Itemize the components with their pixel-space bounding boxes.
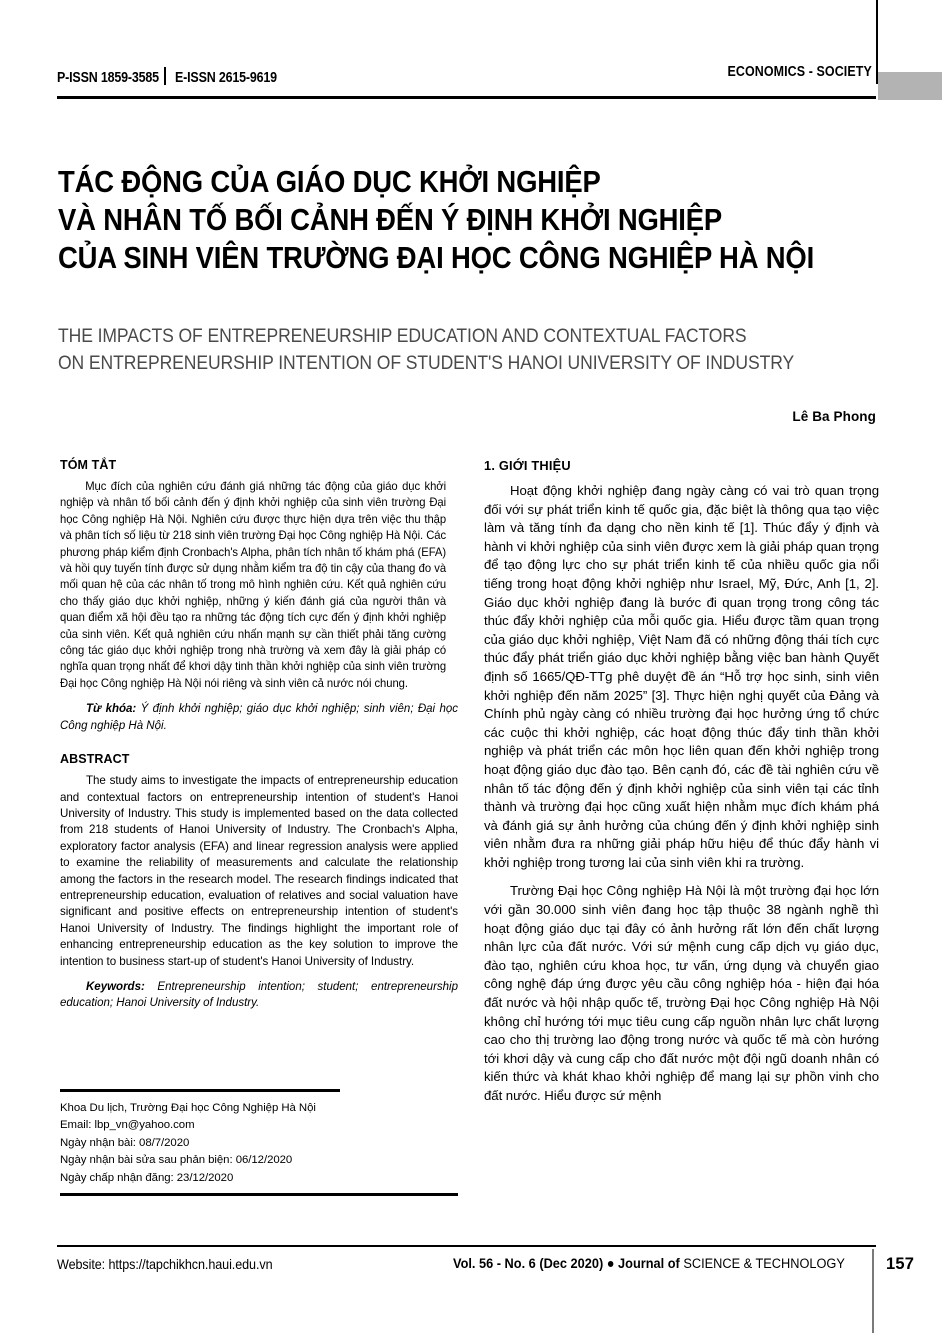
title-vn-line-1: TÁC ĐỘNG CỦA GIÁO DỤC KHỞI NGHIỆP [58,165,601,199]
keywords-en [60,979,458,1012]
section-tag: ECONOMICS - SOCIETY [727,64,872,80]
footnote-accepted-date: Ngày chấp nhận đăng: 23/12/2020 [60,1171,234,1184]
title-en-line-2: ON ENTREPRENEURSHIP INTENTION OF STUDENT'S HANOI UNIVERSITY OF INDUSTRY [58,352,795,374]
article-title-english [58,323,878,377]
article-title-vietnamese [58,163,878,277]
footer-volume: Vol. 56 - No. 6 (Dec 2020) [453,1256,604,1272]
keywords-vn-text: Ý định khởi nghiệp; giáo dục khởi nghiệp; sinh viên; Đại học Công nghiệp Hà Nội. [60,703,458,732]
footer-journal-name: SCIENCE & TECHNOLOGY [683,1256,845,1272]
abstract-vn-body: Mục đích của nghiên cứu đánh giá những tác động của giáo dục khởi nghiệp và nhân tố bối cảnh đến ý định khởi nghiệp của sinh viên trường Đại học Công nghiệp Hà Nội. Nghiên cứu được thực hiện dựa trên việc thu thập và phân tích số liệu từ 218 sinh viên trường Đại học Công nghiệp Hà Nội. Các phương pháp kiểm định Cronbach's Alpha, phân tích nhân tố khám phá (EFA) và hồi quy tuyến tính được sử dụng nhằm kiểm tra độ tin cậy của thang đo và mối quan hệ của các nhân tố trong mô hình nghiên cứu. Kết quả nghiên cứu cho thấy giáo dục khởi nghiệp, những ý kiến đánh giá của người thân và quan điểm xã hội đều tạo ra những tác động tích cực đến ý định khởi nghiệp của sinh viên. Kết quả nghiên cứu nhấn mạnh sự cần thiết phải tăng cường công tác giáo dục khởi nghiệp trong nhà trường và xem đây là giải pháp có nghĩa quan trọng nhất để khơi dậy tinh thần khởi nghiệp của sinh viên trường Đại học Công nghiệp Hà Nội nói riêng và sinh viên cả nước nói chung. [60,480,447,690]
keywords-vn-label: Từ khóa: [86,703,137,716]
footer-rule [57,1245,876,1247]
footnote-revised-date: Ngày nhận bài sửa sau phản biện: 06/12/2020 [60,1154,293,1167]
title-vn-line-2: VÀ NHÂN TỐ BỐI CẢNH ĐẾN Ý ĐỊNH KHỞI NGHIỆP [58,203,723,237]
title-vn-line-3: CỦA SINH VIÊN TRƯỜNG ĐẠI HỌC CÔNG NGHIỆP HÀ NỘI [58,241,815,275]
footnote-email[interactable]: Email: lbp_vn@yahoo.com [60,1119,195,1132]
intro-paragraph-1: Hoạt động khởi nghiệp đang ngày càng có vai trò quan trọng đối với sự phát triển kinh tế quốc gia, đặc biệt là thông qua tạo việc làm và tăng tính đa dạng cho nền kinh tế [1]. Thúc đẩy ý định và hành vi khởi nghiệp của sinh viên được xem là giải pháp quan trọng để tạo động lực cho sự phát triển kinh tế của nhiều quốc gia nổi tiếng trong hoạt động khởi nghiệp như Israel, Mỹ, Đức, Anh [1, 2]. Giáo dục khởi nghiệp đang là bước đi quan trọng trong công tác thúc đẩy khởi nghiệp của mỗi quốc gia. Hiểu được tầm quan trọng của giáo dục khởi nghiệp, Việt Nam đã có những động thái tích cực thúc đẩy phát triển giáo dục khởi nghiệp bằng việc ban hành Quyết định số 1665/QĐ-TTg phê duyệt đề án “Hỗ trợ học sinh, sinh viên khởi nghiệp đến năm 2025” [3]. Thực hiện nghị quyết của Đảng và Chính phủ ngày càng có nhiều trường đại học hưởng ứng tổ chức các cuộc thi khởi nghiệp, các hoạt động thúc đẩy tinh thần khởi nghiệp và phát triển các môn học liên quan đến khởi nghiệp trong hoạt động giáo dục đào tạo. Bên cạnh đó, các đề tài nghiên cứu về nhân tố tác động đến ý định khởi nghiệp của sinh viên tại các tỉnh thành và trường đại học cũng xuất hiện nhằm mục đích khám phá và đánh giá sự ảnh hưởng của chúng đến ý định khởi nghiệp sinh viên nhằm đưa ra những giải pháp hữu hiệu để thúc đẩy hành vi khởi nghiệp trong tương lai của sinh viên khi ra trường. [484,483,879,870]
keywords-en-text: Entrepreneurship intention; student; entrepreneurship education; Hanoi University of Industry. [60,980,458,1010]
footnote-affiliation: Khoa Du lịch, Trường Đại học Công Nghiệp Hà Nội [60,1102,316,1114]
author-name: Lê Ba Phong [792,409,876,424]
left-column [60,458,458,1012]
right-column [484,458,879,1116]
header-gray-block [878,72,942,100]
abstract-vn-heading: TÓM TẮT [60,458,117,472]
keywords-en-label: Keywords: [86,980,145,993]
issn-group [57,64,293,86]
title-en-line-1: THE IMPACTS OF ENTREPRENEURSHIP EDUCATION AND CONTEXTUAL FACTORS [58,325,747,347]
intro-heading: 1. GIỚI THIỆU [484,458,571,473]
page-number: 157 [886,1255,915,1273]
intro-paragraph-2: Trường Đại học Công nghiệp Hà Nội là một trường đại học lớn với gần 30.000 sinh viên đang học tập thuộc 38 ngành nghề thì hoạt động giáo dục tại đây có ảnh hưởng rất lớn đến chất lượng nhân lực của đất nước. Với sứ mệnh cung cấp dịch vụ giáo dục, đào tạo, nghiên cứu khoa học, tư vấn, ứng dụng và chuyển giao công nghệ đáp ứng được yêu cầu công nghiệp hóa - hiện đại hóa đất nước và hội nhập quốc tế, trường Đại học Công nghiệp Hà Nội không chỉ hướng tới mục tiêu cung cấp nguồn nhân lực chất lượng cao cho thị trường lao động trong nước và quốc tế mà còn hướng tới khơi dậy và cung cấp cho đất nước một đội ngũ doanh nhân có kiến thức và khát khao khởi nghiệp để mang lại sự phồn vinh cho đất nước. Hiểu được sứ mệnh [484,883,879,1103]
abstract-en-heading: ABSTRACT [60,752,130,767]
footnote-bottom-rule [60,1193,458,1196]
e-issn: E-ISSN 2615-9619 [174,70,277,86]
footnote-top-rule [60,1089,340,1092]
page-header [57,60,876,96]
footer-bullet-icon: ● [606,1256,615,1272]
p-issn: P-ISSN 1859-3585 [57,70,159,86]
issn-separator [164,67,166,85]
page-footer [57,1252,876,1284]
footer-journal-label: Journal of [618,1256,680,1272]
footnote-received-date: Ngày nhận bài: 08/7/2020 [60,1136,190,1149]
footer-page-separator [872,1249,874,1333]
header-rule [57,96,876,99]
footnote-block [60,1089,458,1196]
keywords-vn [60,701,458,734]
footer-journal-info [453,1256,845,1272]
footer-website[interactable]: Website: https://tapchikhcn.haui.edu.vn [57,1256,273,1272]
abstract-en-body: The study aims to investigate the impacts of entrepreneurship education and contextual factors on entrepreneurship intention of student's Hanoi University of Industry. This study is implemented based on the data collected from 218 students of Hanoi University of Industry. The Cronbach's Alpha, exploratory factor analysis (EFA) and linear regression analysis were applied to examine the reliability of measurements and calculate the relationship among the factors in the research model. The research findings indicated that entrepreneurship education, evaluation of relatives and social valuation have significant and positive effects on entrepreneurship intention of student's Hanoi University of Industry. The findings highlight the important role of enhancing entrepreneurship education as the key solution to improve the intention to business start-up of student's Hanoi University of Industry. [60,774,458,968]
